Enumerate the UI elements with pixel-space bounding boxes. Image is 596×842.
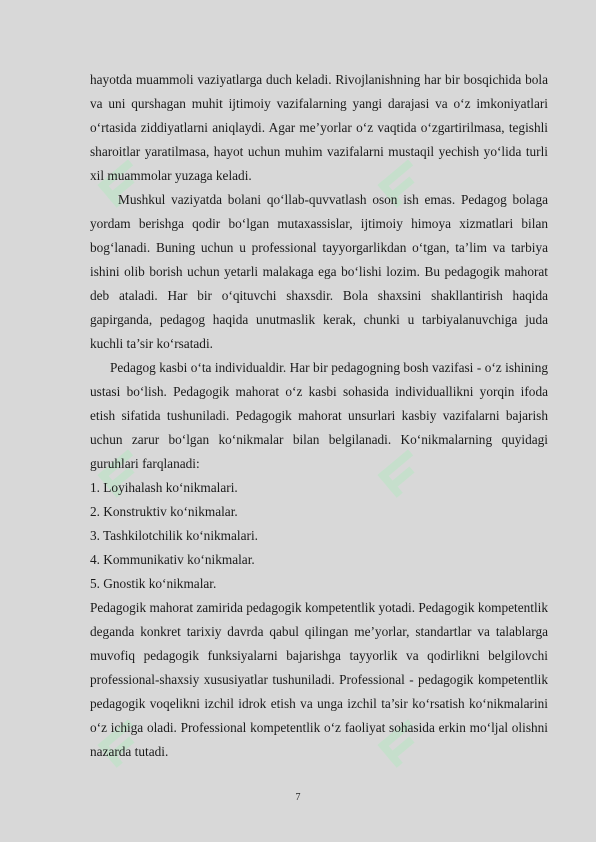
list-item: 5. Gnostik ko‘nikmalar.: [90, 576, 217, 591]
list-item: 1. Loyihalash ko‘nikmalari.: [90, 480, 238, 495]
document-body: [90, 68, 548, 764]
paragraph: hayotda muammoli vaziyatlarga duch keladi. Rivojlanishning har bir bosqichida bola va uni qurshagan muhit ijtimoiy vazifalarning yangi darajasi va o‘z imkoniyatlari o‘rtasida ziddiyatlarni aniqlaydi. Agar me’yorlar o‘z vaqtida o‘zgartirilmasa, tegishli sharoitlar yaratilmasa, hayot uchun muhim vazifalarni mustaqil yechish yo‘lida turli xil muammolar yuzaga keladi.: [90, 72, 548, 183]
paragraph: Mushkul vaziyatda bolani qo‘llab-quvvatlash oson ish emas. Pedagog bolaga yordam berishga qodir bo‘lgan mutaxassislar, ijtimoiy himoya xizmatlari bilan bog‘lanadi. Buning uchun u professional tayyorgarlikdan o‘tgan, ta’lim va tarbiya ishini olib borish uchun yetarli malakaga ega bo‘lishi lozim. Bu pedagogik mahorat deb ataladi. Har bir o‘qituvchi shaxsdir. Bola shaxsini shakllantirish haqida gapirganda, pedagog haqida unutmaslik kerak, chunki u tarbiyalanuvchiga juda kuchli ta’sir ko‘rsatadi.: [90, 192, 548, 351]
list-item: 2. Konstruktiv ko‘nikmalar.: [90, 504, 238, 519]
list-item: 4. Kommunikativ ko‘nikmalar.: [90, 552, 255, 567]
paragraph: Pedagogik mahorat zamirida pedagogik kompetentlik yotadi. Pedagogik kompetentlik deganda konkret tarixiy davrda qabul qilingan me’yorlar, standartlar va talablarga muvofiq pedagogik funksiyalarni bajarishga tayyorlik va qodirlikni belgilovchi professional-shaxsiy xususiyatlar tushuniladi. Professional - pedagogik kompetentlik pedagogik voqelikni izchil idrok etish va unga izchil ta’sir ko‘rsatish ko‘nikmalarini o‘z ichiga oladi. Professional kompetentlik o‘z faoliyat sohasida erkin mo‘ljal olishni nazarda tutadi.: [90, 600, 548, 759]
paragraph: Pedagog kasbi o‘ta individualdir. Har bir pedagogning bosh vazifasi - o‘z ishining ustasi bo‘lish. Pedagogik mahorat o‘z kasbi sohasida individuallikni yorqin ifoda etish sifatida tushuniladi. Pedagogik mahorat unsurlari kasbiy vazifalarni bajarish uchun zarur bo‘lgan ko‘nikmalar bilan belgilanadi. Ko‘nikmalarning quyidagi guruhlari farqlanadi:: [90, 360, 548, 471]
page-number: 7: [295, 792, 301, 803]
list-item: 3. Tashkilotchilik ko‘nikmalari.: [90, 528, 258, 543]
